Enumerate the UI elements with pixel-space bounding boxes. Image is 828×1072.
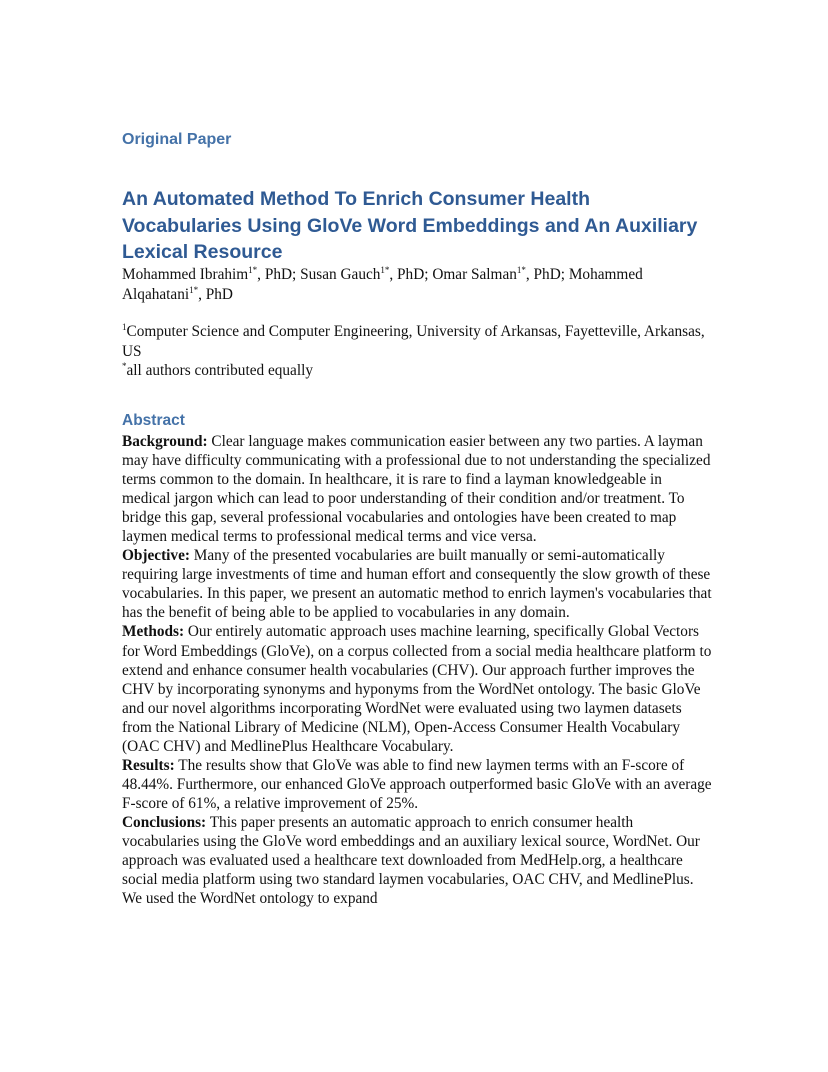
section-label: Conclusions: — [122, 813, 207, 831]
author — [432, 266, 568, 283]
author — [300, 266, 432, 283]
abstract-conclusions — [122, 813, 712, 908]
contribution-mark: * — [122, 360, 127, 371]
section-text: This paper presents an automatic approach to enrich consumer health vocabularies using the GloVe word embeddings and an auxiliary lexical source, WordNet. Our approach was evaluated used a healthcare text downloaded from MedHelp.org, a healthcare social media platform using two standard laymen vocabularies, OAC CHV, and MedlinePlus. We used the WordNet ontology to expand — [122, 813, 700, 908]
author-affiliation-mark: 1* — [189, 284, 199, 295]
author-degree: , PhD — [198, 285, 233, 303]
author-name: Omar Salman — [432, 266, 517, 283]
section-text: The results show that GloVe was able to find new laymen terms with an F-score of 48.44%. Furthermore, our enhanced GloVe approach outperformed basic GloVe with an average F-score of 61%, a relative improvement of 25%. — [122, 756, 712, 812]
section-text: Our entirely automatic approach uses machine learning, specifically Global Vectors for Word Embeddings (GloVe), on a corpus collected from a social media healthcare platform to extend and enhance consumer health vocabularies (CHV). Our approach further improves the CHV by incorporating synonyms and hyponyms from the WordNet ontology. The basic GloVe and our novel algorithms incorporating WordNet were evaluated using two laymen datasets from the National Library of Medicine (NLM), Open-Access Consumer Health Vocabulary (OAC CHV) and MedlinePlus Healthcare Vocabulary. — [122, 623, 712, 755]
author-affiliation-mark: 1* — [380, 264, 390, 275]
author-affiliation-mark: 1* — [248, 264, 258, 275]
author — [122, 266, 300, 283]
section-label: Results: — [122, 756, 175, 774]
author-name: Susan Gauch — [300, 266, 381, 283]
affiliation — [122, 322, 712, 361]
author-name: Mohammed Alqahatani — [122, 266, 643, 303]
author-affiliation-mark: 1* — [516, 264, 526, 275]
abstract-heading: Abstract — [122, 412, 185, 429]
contribution-text: all authors contributed equally — [126, 362, 313, 379]
author-list — [122, 265, 712, 304]
affiliation-mark: 1 — [122, 321, 127, 332]
paper-title: An Automated Method To Enrich Consumer Health Vocabularies Using GloVe Word Embeddings and An Auxiliary Lexical Resource — [122, 188, 698, 263]
abstract-results — [122, 756, 712, 813]
author-degree: , PhD; — [257, 266, 301, 283]
affiliation-block — [122, 322, 712, 381]
section-label: Methods: — [122, 623, 185, 641]
author-degree: , PhD; — [389, 266, 433, 283]
abstract-background — [122, 432, 712, 546]
section-label: Background: — [122, 433, 208, 450]
abstract-methods — [122, 622, 712, 755]
section-text: Clear language makes communication easier between any two parties. A layman may have difficulty communicating with a professional due to not understanding the specialized terms common to the domain. In healthcare, it is rare to find a layman knowledgeable in medical jargon which can lead to poor understanding of their condition and/or treatment. To bridge this gap, several professional vocabularies and ontologies have been created to map laymen medical terms to professional medical terms and vice versa. — [122, 433, 711, 546]
author-degree: , PhD; — [525, 266, 569, 283]
section-text: Many of the presented vocabularies are built manually or semi-automatically requiring large investments of time and human effort and consequently the slow growth of these vocabularies. In this paper, we present an automatic method to enrich laymen's vocabularies that has the benefit of being able to be applied to vocabularies in any domain. — [122, 547, 712, 622]
abstract-body — [122, 432, 712, 908]
affiliation-text: Computer Science and Computer Engineering, University of Arkansas, Fayetteville, Arkansas, US — [122, 323, 705, 360]
section-label: Objective: — [122, 547, 190, 565]
abstract-objective — [122, 546, 712, 622]
contribution-note — [122, 361, 712, 381]
author-name: Mohammed Ibrahim — [122, 266, 249, 283]
article-type-label: Original Paper — [122, 131, 232, 148]
